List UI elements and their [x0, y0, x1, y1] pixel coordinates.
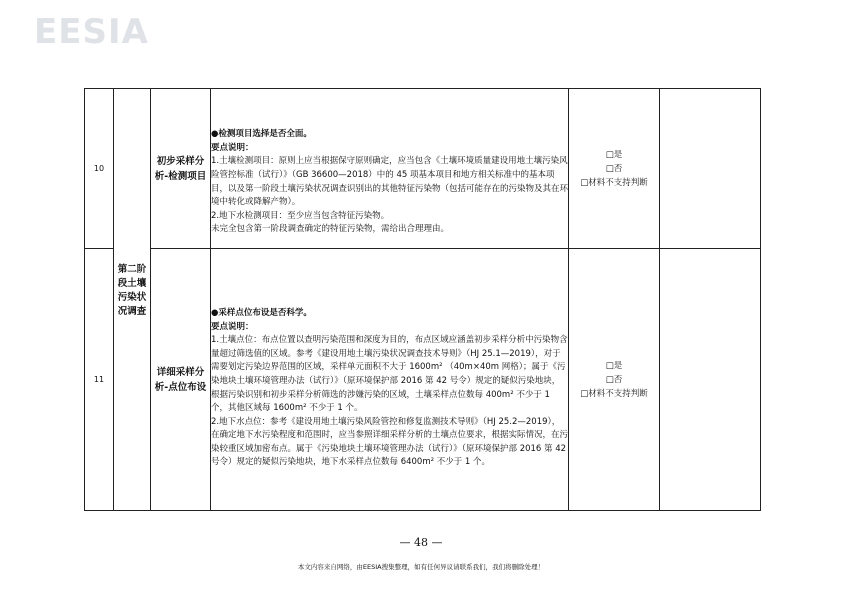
row-number: 11 [85, 249, 114, 511]
option-yes-checkbox[interactable]: □是 [605, 360, 623, 371]
remarks-cell [660, 249, 761, 511]
table-row [85, 89, 761, 249]
remarks-cell [660, 89, 761, 249]
judgement-options [569, 249, 660, 511]
criteria-heading: ●采样点位布设是否科学。 [211, 307, 312, 318]
criteria-paragraph: 1.土壤检测项目：原则上应当根据保守原则确定，应当包含《土壤环境质量建设用地土壤污染风险管控标准（试行）》（GB 36600—2018）中的 45 项基本项目和地方相关标准中的基本项目，以及第一阶段土壤污染状况调查识别出的其他特征污染物（包括可能存在的污染物及其在环境中转化或降解产物）。 [211, 156, 569, 208]
review-table [84, 88, 761, 511]
option-unsupported-checkbox[interactable]: □材料不支持判断 [580, 388, 648, 399]
option-unsupported-checkbox[interactable]: □材料不支持判断 [580, 177, 648, 188]
option-yes-checkbox[interactable]: □是 [605, 149, 623, 160]
row-number: 10 [85, 89, 114, 249]
criteria-heading: ●检测项目选择是否全面。 [211, 129, 312, 140]
criteria-paragraph: 1.土壤点位：布点位置以查明污染范围和深度为目的，布点区域应涵盖初步采样分析中污染物含量超过筛选值的区域。参考《建设用地土壤污染状况调查技术导则》（HJ 25.1—2019），对于需要划定污染边界范围的区域，采样单元面积不大于 1600m² （40m×40m 网格）；属于《污染地块土壤环境管理办法（试行）》（原环境保护部 2016 第 42 号令）规定的疑似污染地块，根据污染识别和初步采样分析筛选的涉嫌污染的区域，土壤采样点位数每 400m² 不少于 1 个，其他区域每 1600m² 不少于 1 个。 [211, 335, 568, 414]
stage-label: 第二阶段土壤污染状况调查 [114, 249, 151, 511]
stage-cell [114, 89, 151, 249]
item-name: 详细采样分析-点位布设 [151, 249, 211, 511]
item-name: 初步采样分析-检测项目 [151, 89, 211, 249]
judgement-options [569, 89, 660, 249]
criteria-paragraph: 2.地下水点位：参考《建设用地土壤污染风险管控和修复监测技术导则》（HJ 25.2—2019），在确定地下水污染程度和范围时，应当参照详细采样分析的土壤点位要求，根据实际情况，在污染较重区域加密布点。属于《污染地块土壤环境管理办法（试行）》（原环境保护部 2016 第 42 号令）规定的疑似污染地块，地下水采样点位数每 6400m² 不少于 1 个。 [211, 416, 569, 468]
page-number: — 48 — [399, 536, 443, 549]
table-row [85, 249, 761, 511]
footer-disclaimer: 本文内容来自网络，由EESIA搜集整理，如有任何异议请联系我们，我们将删除处理！ [297, 563, 545, 571]
criteria-paragraph: 2.地下水检测项目：至少应当包含特征污染物。 [211, 210, 390, 221]
criteria-subheading: 要点说明： [211, 321, 254, 332]
criteria-content [211, 249, 569, 511]
criteria-paragraph: 未完全包含第一阶段调查确定的特征污染物，需给出合理理由。 [211, 224, 450, 235]
eesia-logo: EESIA [34, 12, 149, 52]
criteria-subheading: 要点说明： [211, 142, 254, 153]
option-no-checkbox[interactable]: □否 [605, 374, 623, 385]
criteria-content [211, 89, 569, 249]
option-no-checkbox[interactable]: □否 [605, 163, 623, 174]
